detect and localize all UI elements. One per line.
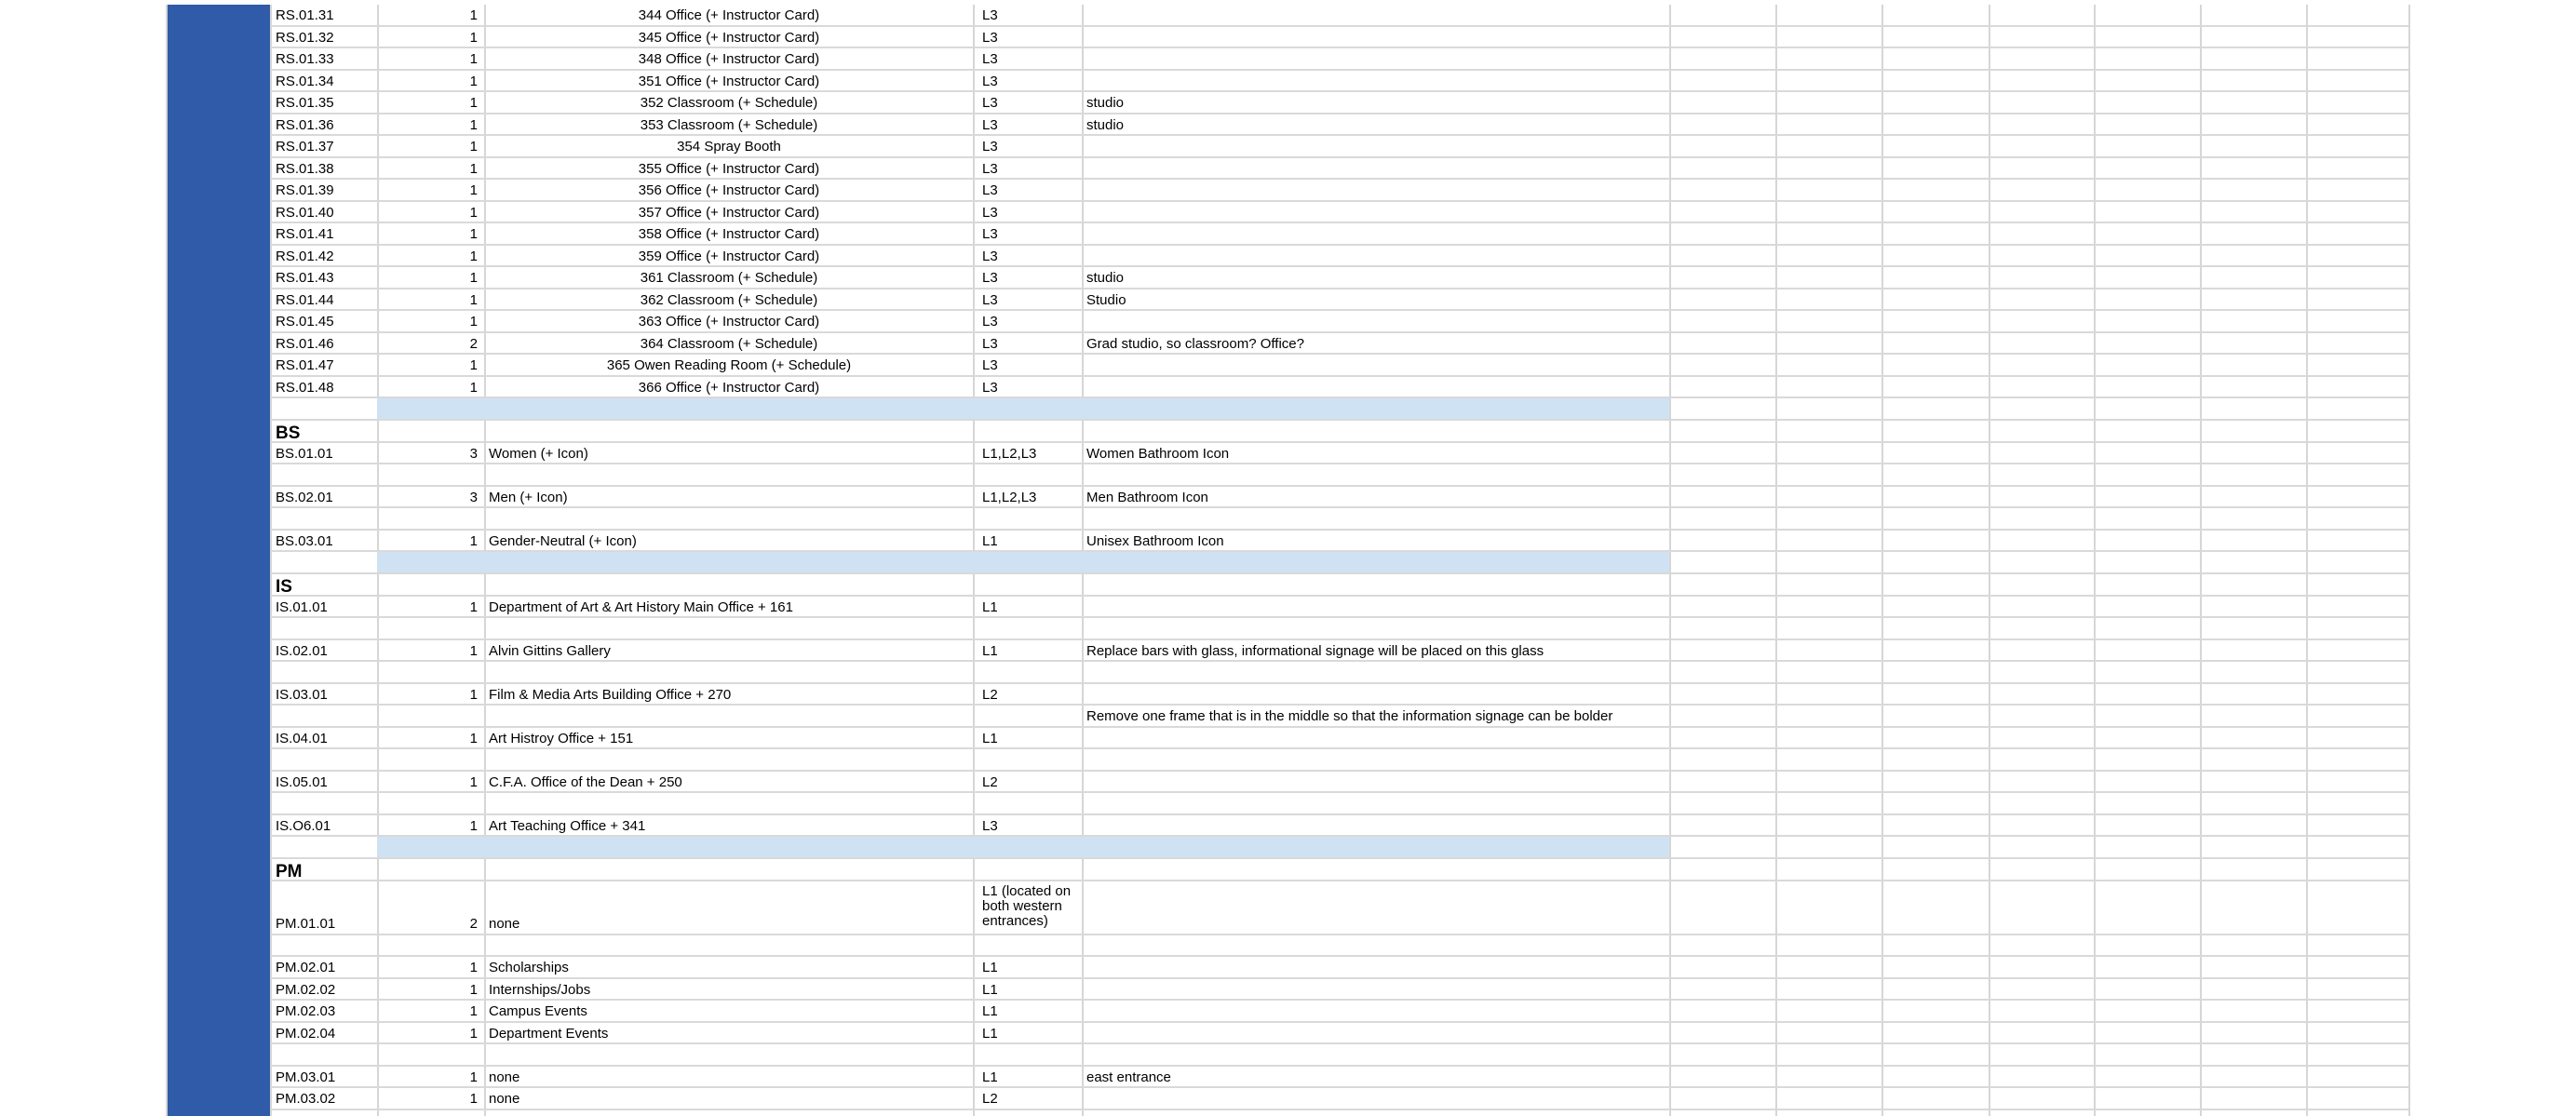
sign-code-cell[interactable]: IS.04.01 xyxy=(276,730,328,746)
sign-code-cell[interactable]: BS.02.01 xyxy=(276,489,333,505)
sign-code-cell[interactable]: IS.05.01 xyxy=(276,773,328,790)
table-row[interactable] xyxy=(270,5,2408,27)
quantity-cell[interactable]: 1 xyxy=(469,686,478,703)
quantity-cell[interactable]: 1 xyxy=(469,642,478,659)
table-row[interactable] xyxy=(270,223,2408,246)
section-label[interactable]: PM xyxy=(276,861,303,881)
description-cell[interactable]: Alvin Gittins Gallery xyxy=(489,642,611,659)
description-cell[interactable]: 366 Office (+ Instructor Card) xyxy=(638,379,820,396)
sign-code-cell[interactable]: IS.03.01 xyxy=(276,686,328,703)
description-cell[interactable]: none xyxy=(489,915,520,932)
sign-code-cell[interactable]: RS.01.45 xyxy=(276,314,334,329)
sign-code-cell[interactable]: PM.01.01 xyxy=(276,915,336,932)
quantity-cell[interactable]: 1 xyxy=(469,379,478,396)
section-label[interactable]: BS xyxy=(276,423,301,443)
column-divider xyxy=(166,5,168,1116)
table-row[interactable] xyxy=(270,508,2408,531)
description-cell[interactable]: Women (+ Icon) xyxy=(489,445,588,462)
sign-code-cell[interactable]: RS.01.38 xyxy=(276,160,334,177)
quantity-cell[interactable]: 1 xyxy=(469,160,478,177)
sign-code-cell[interactable]: RS.01.32 xyxy=(276,29,334,46)
table-row[interactable] xyxy=(270,267,2408,289)
quantity-cell[interactable]: 1 xyxy=(469,182,478,198)
notes-cell[interactable]: Grad studio, so classroom? Office? xyxy=(1086,335,1304,352)
sign-code-cell[interactable]: PM.02.03 xyxy=(276,1003,336,1019)
quantity-cell[interactable]: 1 xyxy=(469,226,478,242)
table-row[interactable] xyxy=(270,355,2408,377)
description-cell[interactable]: Film & Media Arts Building Office + 270 xyxy=(489,686,732,703)
sign-code-cell[interactable]: RS.01.34 xyxy=(276,73,334,89)
floor-cell[interactable]: L3 xyxy=(982,335,998,352)
section-header-row[interactable] xyxy=(270,574,2408,597)
floor-cell[interactable]: L1 xyxy=(982,642,998,659)
table-row[interactable] xyxy=(270,531,2408,553)
table-row[interactable] xyxy=(270,684,2408,706)
floor-cell[interactable]: L2 xyxy=(982,773,998,790)
description-cell[interactable]: Department of Art & Art History Main Office + 161 xyxy=(489,598,793,615)
table-row[interactable] xyxy=(270,815,2408,838)
table-row[interactable] xyxy=(270,92,2408,114)
description-cell[interactable]: Department Events xyxy=(489,1025,609,1042)
table-row[interactable] xyxy=(270,311,2408,333)
notes-cell[interactable]: Remove one frame that is in the middle so that the information signage can be bolder xyxy=(1086,708,1613,724)
sign-code-cell[interactable]: PM.02.02 xyxy=(276,981,336,998)
notes-cell[interactable]: Men Bathroom Icon xyxy=(1086,489,1208,505)
row-highlight-band xyxy=(166,5,270,1116)
quantity-cell[interactable]: 1 xyxy=(469,1091,478,1107)
sign-code-cell[interactable]: BS.03.01 xyxy=(276,532,333,549)
sign-code-cell[interactable]: RS.01.44 xyxy=(276,291,334,308)
table-row[interactable] xyxy=(270,180,2408,202)
sign-code-cell[interactable]: RS.01.43 xyxy=(276,270,334,286)
sign-code-cell[interactable]: RS.01.46 xyxy=(276,335,334,352)
floor-cell[interactable]: L1 xyxy=(982,598,998,615)
floor-cell[interactable]: L3 xyxy=(982,357,998,373)
quantity-cell[interactable]: 1 xyxy=(469,730,478,746)
sign-code-cell[interactable]: RS.01.40 xyxy=(276,204,334,221)
description-cell[interactable]: 345 Office (+ Instructor Card) xyxy=(638,29,820,46)
description-cell[interactable]: 356 Office (+ Instructor Card) xyxy=(638,182,820,198)
description-cell[interactable]: 344 Office (+ Instructor Card) xyxy=(638,7,820,23)
table-row[interactable] xyxy=(270,749,2408,772)
floor-cell[interactable]: L3 xyxy=(982,226,998,242)
quantity-cell[interactable]: 1 xyxy=(469,357,478,373)
table-row[interactable] xyxy=(270,1023,2408,1045)
sign-code-cell[interactable]: RS.01.42 xyxy=(276,248,334,264)
quantity-cell[interactable]: 1 xyxy=(469,204,478,221)
section-header-row[interactable] xyxy=(270,421,2408,443)
description-cell[interactable]: 352 Classroom (+ Schedule) xyxy=(640,95,818,111)
floor-cell[interactable]: L3 xyxy=(982,204,998,221)
separator-fill xyxy=(377,552,1669,572)
description-cell[interactable]: Art Teaching Office + 341 xyxy=(489,817,646,834)
quantity-cell[interactable]: 1 xyxy=(469,248,478,264)
description-cell[interactable]: 361 Classroom (+ Schedule) xyxy=(640,270,818,286)
quantity-cell[interactable]: 1 xyxy=(469,1069,478,1085)
table-row[interactable] xyxy=(270,706,2408,728)
floor-cell[interactable]: L3 xyxy=(982,95,998,111)
section-label[interactable]: IS xyxy=(276,576,292,597)
description-cell[interactable]: Gender-Neutral (+ Icon) xyxy=(489,532,637,549)
sign-code-cell[interactable]: PM.02.01 xyxy=(276,960,336,975)
table-row[interactable] xyxy=(270,48,2408,71)
floor-cell[interactable]: L2 xyxy=(982,1091,998,1107)
description-cell[interactable]: Campus Events xyxy=(489,1003,587,1019)
table-row[interactable] xyxy=(270,979,2408,1002)
quantity-cell[interactable]: 2 xyxy=(469,915,478,932)
sign-code-cell[interactable]: RS.01.48 xyxy=(276,379,334,396)
notes-cell[interactable]: studio xyxy=(1086,95,1125,111)
floor-cell[interactable]: L2 xyxy=(982,686,998,703)
floor-cell[interactable]: L3 xyxy=(982,379,998,396)
quantity-cell[interactable]: 1 xyxy=(469,960,478,975)
quantity-cell[interactable]: 1 xyxy=(469,598,478,615)
floor-cell[interactable]: L1 xyxy=(982,960,998,975)
table-row[interactable] xyxy=(270,377,2408,399)
table-row[interactable] xyxy=(270,158,2408,181)
table-row[interactable] xyxy=(270,27,2408,49)
description-cell[interactable]: 364 Classroom (+ Schedule) xyxy=(640,335,818,352)
floor-cell[interactable]: L3 xyxy=(982,248,998,264)
table-row[interactable] xyxy=(270,1067,2408,1089)
table-row[interactable] xyxy=(270,597,2408,619)
sign-code-cell[interactable]: BS.01.01 xyxy=(276,445,333,462)
separator-row[interactable] xyxy=(270,837,2408,859)
table-row[interactable] xyxy=(270,793,2408,815)
floor-cell[interactable]: L3 xyxy=(982,73,998,89)
description-cell[interactable]: 359 Office (+ Instructor Card) xyxy=(638,248,820,264)
floor-cell[interactable]: L3 xyxy=(982,270,998,286)
sign-code-cell[interactable]: RS.01.37 xyxy=(276,139,334,155)
floor-cell[interactable]: L1,L2,L3 xyxy=(982,445,1037,462)
sign-code-cell[interactable]: IS.02.01 xyxy=(276,642,328,659)
notes-cell[interactable]: Women Bathroom Icon xyxy=(1086,445,1230,462)
description-cell[interactable]: 365 Owen Reading Room (+ Schedule) xyxy=(606,357,852,373)
quantity-cell[interactable]: 1 xyxy=(469,314,478,329)
section-header-row[interactable] xyxy=(270,859,2408,881)
table-row[interactable] xyxy=(270,443,2408,465)
description-cell[interactable]: 354 Spray Booth xyxy=(677,139,781,155)
quantity-cell[interactable]: 1 xyxy=(469,532,478,549)
table-row[interactable] xyxy=(270,487,2408,509)
table-row[interactable] xyxy=(270,1088,2408,1110)
description-cell[interactable]: Art Histroy Office + 151 xyxy=(489,730,634,746)
notes-cell[interactable]: east entrance xyxy=(1086,1069,1171,1085)
notes-cell[interactable]: studio xyxy=(1086,270,1125,286)
quantity-cell[interactable]: 1 xyxy=(469,73,478,89)
quantity-cell[interactable]: 1 xyxy=(469,7,478,23)
sign-code-cell[interactable]: RS.01.36 xyxy=(276,116,334,133)
floor-cell[interactable]: L3 xyxy=(982,7,998,23)
quantity-cell[interactable]: 1 xyxy=(469,817,478,834)
sign-code-cell[interactable]: RS.01.31 xyxy=(276,7,334,23)
floor-cell[interactable]: L1,L2,L3 xyxy=(982,489,1037,505)
description-cell[interactable]: C.F.A. Office of the Dean + 250 xyxy=(489,773,682,790)
table-row[interactable] xyxy=(270,289,2408,312)
floor-cell[interactable]: L3 xyxy=(982,29,998,46)
separator-fill xyxy=(377,398,1669,419)
quantity-cell[interactable]: 2 xyxy=(469,335,478,352)
table-row[interactable] xyxy=(270,114,2408,137)
floor-cell[interactable]: L3 xyxy=(982,817,998,834)
floor-cell[interactable]: L1 xyxy=(982,1003,998,1019)
table-row[interactable] xyxy=(270,71,2408,93)
table-row[interactable] xyxy=(270,246,2408,268)
sign-code-cell[interactable]: RS.01.33 xyxy=(276,51,334,67)
table-row[interactable] xyxy=(270,957,2408,979)
notes-cell[interactable]: Unisex Bathroom Icon xyxy=(1086,532,1224,549)
sign-code-cell[interactable]: RS.01.35 xyxy=(276,95,334,111)
description-cell[interactable]: 357 Office (+ Instructor Card) xyxy=(638,204,820,221)
column-divider xyxy=(2408,5,2410,1116)
floor-cell[interactable]: L3 xyxy=(982,160,998,177)
floor-cell[interactable]: L3 xyxy=(982,51,998,67)
floor-cell[interactable]: L1 xyxy=(982,730,998,746)
notes-cell[interactable]: Replace bars with glass, informational signage will be placed on this glass xyxy=(1086,642,1544,659)
description-cell[interactable]: 358 Office (+ Instructor Card) xyxy=(638,226,820,242)
quantity-cell[interactable]: 1 xyxy=(469,116,478,133)
table-row[interactable] xyxy=(270,662,2408,684)
quantity-cell[interactable]: 1 xyxy=(469,29,478,46)
notes-cell[interactable]: Studio xyxy=(1086,291,1126,308)
description-cell[interactable]: 353 Classroom (+ Schedule) xyxy=(640,116,818,133)
sign-code-cell[interactable]: IS.O6.01 xyxy=(276,817,331,834)
quantity-cell[interactable]: 1 xyxy=(469,270,478,286)
description-cell[interactable]: Men (+ Icon) xyxy=(489,489,568,505)
separator-fill xyxy=(377,837,1669,857)
floor-cell[interactable]: L3 xyxy=(982,116,998,133)
sign-code-cell[interactable]: PM.03.02 xyxy=(276,1091,336,1107)
description-cell[interactable]: none xyxy=(489,1091,520,1107)
floor-cell[interactable]: L1 xyxy=(982,532,998,549)
separator-row[interactable] xyxy=(270,398,2408,421)
description-cell[interactable]: Internships/Jobs xyxy=(489,981,591,998)
sign-code-cell[interactable]: RS.01.39 xyxy=(276,182,334,198)
table-row[interactable] xyxy=(270,464,2408,487)
floor-cell[interactable]: L3 xyxy=(982,314,998,329)
notes-cell[interactable]: studio xyxy=(1086,116,1125,133)
quantity-cell[interactable]: 1 xyxy=(469,139,478,155)
description-cell[interactable]: 348 Office (+ Instructor Card) xyxy=(638,51,820,67)
table-row[interactable] xyxy=(270,333,2408,356)
quantity-cell[interactable]: 1 xyxy=(469,51,478,67)
floor-cell[interactable]: L1 xyxy=(982,1025,998,1042)
quantity-cell[interactable]: 1 xyxy=(469,291,478,308)
sign-code-cell[interactable]: RS.01.47 xyxy=(276,357,334,373)
quantity-cell[interactable]: 1 xyxy=(469,981,478,998)
quantity-cell[interactable]: 1 xyxy=(469,1003,478,1019)
table-row[interactable] xyxy=(270,1001,2408,1023)
quantity-cell[interactable]: 3 xyxy=(469,445,478,462)
description-cell[interactable]: none xyxy=(489,1069,520,1085)
floor-cell[interactable]: L3 xyxy=(982,139,998,155)
table-row[interactable] xyxy=(270,881,2408,935)
quantity-cell[interactable]: 1 xyxy=(469,95,478,111)
floor-cell[interactable]: L1 xyxy=(982,1069,998,1085)
quantity-cell[interactable]: 1 xyxy=(469,1025,478,1042)
description-cell[interactable]: 355 Office (+ Instructor Card) xyxy=(638,160,820,177)
table-row[interactable] xyxy=(270,728,2408,750)
floor-cell[interactable]: L1 (located on both western entrances) xyxy=(982,882,1072,929)
sign-code-cell[interactable]: PM.03.01 xyxy=(276,1069,336,1085)
description-cell[interactable]: Scholarships xyxy=(489,960,569,975)
description-cell[interactable]: 362 Classroom (+ Schedule) xyxy=(640,291,818,308)
sign-code-cell[interactable]: RS.01.41 xyxy=(276,226,334,242)
table-row[interactable] xyxy=(270,640,2408,663)
sign-code-cell[interactable]: IS.01.01 xyxy=(276,598,328,615)
table-row[interactable] xyxy=(270,618,2408,640)
sign-code-cell[interactable]: PM.02.04 xyxy=(276,1025,336,1042)
quantity-cell[interactable]: 1 xyxy=(469,773,478,790)
table-row[interactable] xyxy=(270,1044,2408,1067)
table-row[interactable] xyxy=(270,935,2408,958)
quantity-cell[interactable]: 3 xyxy=(469,489,478,505)
table-row[interactable] xyxy=(270,202,2408,224)
separator-row[interactable] xyxy=(270,552,2408,574)
floor-cell[interactable]: L3 xyxy=(982,291,998,308)
table-row[interactable] xyxy=(270,136,2408,158)
floor-cell[interactable]: L3 xyxy=(982,182,998,198)
description-cell[interactable]: 351 Office (+ Instructor Card) xyxy=(638,73,820,89)
description-cell[interactable]: 363 Office (+ Instructor Card) xyxy=(638,314,820,329)
table-row[interactable] xyxy=(270,772,2408,794)
floor-cell[interactable]: L1 xyxy=(982,981,998,998)
